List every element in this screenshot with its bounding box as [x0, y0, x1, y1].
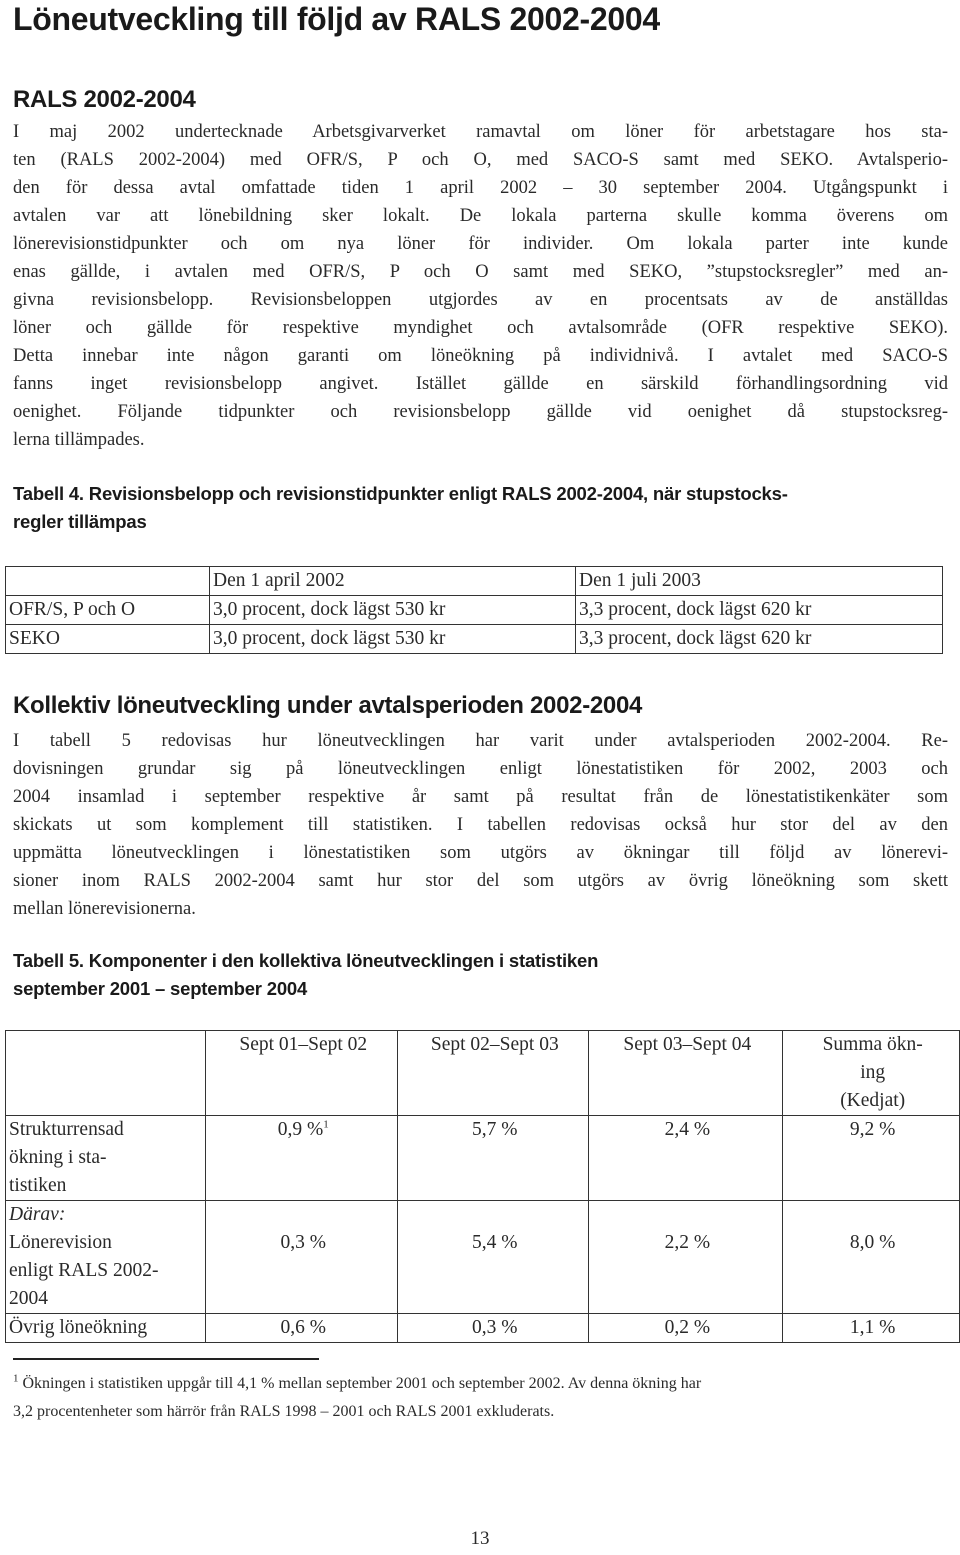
table-header-cell: Den 1 juli 2003 — [576, 567, 943, 596]
footnote-ref: 1 — [323, 1118, 329, 1131]
table-cell: 3,0 procent, dock lägst 530 kr — [210, 596, 576, 625]
table-header-cell — [783, 1031, 960, 1116]
text-line: 2004 insamlad i september respektive år samt på resultat från de lönestatistikenkäter som — [13, 787, 948, 807]
table-cell: SEKO — [6, 625, 210, 654]
cell-value: 0,9 % — [277, 1119, 324, 1140]
table-cell: 5,4 % — [398, 1201, 589, 1314]
text-line: skickats ut som komplement till statistiken. I tabellen redovisas också hur stor del av den — [13, 815, 948, 835]
table-cell: 0,3 % — [398, 1314, 589, 1343]
label-line: Lönerevision — [9, 1232, 112, 1253]
text-line: sioner inom RALS 2002-2004 samt hur stor del som utgörs av övrig löneökning som skett — [13, 871, 948, 891]
table4-caption — [13, 480, 788, 536]
text-line: mellan lönerevisionerna. — [13, 899, 196, 919]
text-line: oenighet. Följande tidpunkter och revisionsbelopp gällde vid oenighet då stupstocksreg- — [13, 402, 948, 422]
text-line: den för dessa avtal omfattade tiden 1 april 2002 – 30 september 2004. Utgångspunkt i — [13, 178, 948, 198]
table-row — [6, 1116, 960, 1201]
label-line: Därav: — [9, 1204, 66, 1225]
table-header-cell: Sept 03–Sept 04 — [589, 1031, 783, 1116]
text-line: uppmätta löneutvecklingen i lönestatistiken som utgörs av ökningar till följd av lönerevi- — [13, 843, 948, 863]
footnote-marker: 1 — [13, 1372, 19, 1385]
text-line: enas gällde, i avtalen med OFR/S, P och O samt med SEKO, ”stupstocksregler” med an- — [13, 262, 948, 282]
paragraph-rals — [13, 118, 948, 454]
table-cell: 0,6 % — [206, 1314, 398, 1343]
table-header-row — [6, 1031, 960, 1116]
table-row — [6, 596, 943, 625]
paragraph-kollektiv — [13, 727, 948, 923]
table-cell: 9,2 % — [783, 1116, 960, 1201]
label-line: ökning i sta- — [9, 1147, 107, 1168]
label-line: Strukturrensad — [9, 1119, 124, 1140]
table-row — [6, 1201, 960, 1314]
text-line: I maj 2002 undertecknade Arbetsgivarverket ramavtal om löner för arbetstagare hos sta- — [13, 122, 948, 142]
text-line: fanns inget revisionsbelopp angivet. Istället gällde en särskild förhandlingsordning vid — [13, 374, 948, 394]
table-header-row — [6, 567, 943, 596]
table-4 — [5, 566, 943, 654]
page-title: Löneutveckling till följd av RALS 2002-2004 — [13, 1, 660, 37]
footnote — [13, 1370, 943, 1426]
table-row — [6, 1314, 960, 1343]
table-cell: 2,4 % — [589, 1116, 783, 1201]
text-line: lerna tillämpades. — [13, 430, 145, 450]
text-line: lönerevisionstidpunkter och om nya löner för individer. Om lokala parter inte kunde — [13, 234, 948, 254]
table-cell: 3,0 procent, dock lägst 530 kr — [210, 625, 576, 654]
table-cell: 2,2 % — [589, 1201, 783, 1314]
table-5 — [5, 1030, 960, 1343]
table-row-label: Övrig löneökning — [6, 1314, 206, 1343]
section-heading-rals: RALS 2002-2004 — [13, 86, 196, 113]
table-cell: 1,1 % — [783, 1314, 960, 1343]
table-cell: 8,0 % — [783, 1201, 960, 1314]
table5-caption — [13, 947, 598, 1003]
table-header-cell: Den 1 april 2002 — [210, 567, 576, 596]
table-row-label — [6, 1116, 206, 1201]
text-line: Detta innebar inte någon garanti om löneökning på individnivå. I avtalet med SACO-S — [13, 346, 948, 366]
header-line: ing — [860, 1062, 886, 1083]
caption-line: Tabell 4. Revisionsbelopp och revisionstidpunkter enligt RALS 2002-2004, när stupstocks- — [13, 483, 788, 504]
footnote-line: 3,2 procentenheter som härrör från RALS 1998 – 2001 och RALS 2001 exkluderats. — [13, 1403, 555, 1420]
caption-line: regler tillämpas — [13, 511, 147, 532]
caption-line: Tabell 5. Komponenter i den kollektiva löneutvecklingen i statistiken — [13, 950, 599, 971]
page-number: 13 — [470, 1528, 490, 1549]
table-cell: 5,7 % — [398, 1116, 589, 1201]
table-row-label — [6, 1201, 206, 1314]
section-heading-kollektiv: Kollektiv löneutveckling under avtalsperioden 2002-2004 — [13, 692, 643, 719]
table-cell: 3,3 procent, dock lägst 620 kr — [576, 596, 943, 625]
table-cell — [6, 567, 210, 596]
table-row — [6, 625, 943, 654]
label-line: tistiken — [9, 1175, 67, 1196]
table-header-cell: Sept 01–Sept 02 — [206, 1031, 398, 1116]
table-cell — [6, 1031, 206, 1116]
text-line: avtalen var att lönebildning sker lokalt. De lokala parterna skulle komma överens om — [13, 206, 948, 226]
footnote-text: Ökningen i statistiken uppgår till 4,1 % mellan september 2001 och september 2002. Av denna ökning har — [22, 1375, 702, 1392]
footnote-line — [13, 1370, 943, 1398]
text-line: I tabell 5 redovisas hur löneutvecklingen har varit under avtalsperioden 2002-2004. Re- — [13, 731, 948, 751]
table-header-cell: Sept 02–Sept 03 — [398, 1031, 589, 1116]
caption-line: september 2001 – september 2004 — [13, 978, 308, 999]
table-cell: OFR/S, P och O — [6, 596, 210, 625]
text-line: givna revisionsbelopp. Revisionsbeloppen utgjordes av en procentsats av de anställdas — [13, 290, 948, 310]
table-cell: 0,2 % — [589, 1314, 783, 1343]
header-line: (Kedjat) — [840, 1090, 906, 1111]
text-line: dovisningen grundar sig på löneutvecklingen enligt lönestatistiken för 2002, 2003 och — [13, 759, 948, 779]
label-line: 2004 — [9, 1288, 48, 1309]
text-line: ten (RALS 2002-2004) med OFR/S, P och O, med SACO-S samt med SEKO. Avtalsperio- — [13, 150, 948, 170]
header-line: Summa ökn- — [822, 1034, 923, 1055]
table-cell: 3,3 procent, dock lägst 620 kr — [576, 625, 943, 654]
table-cell: 0,3 % — [206, 1201, 398, 1314]
text-line: löner och gällde för respektive myndighet och avtalsområde (OFR respektive SEKO). — [13, 318, 948, 338]
footnote-divider — [13, 1358, 319, 1360]
label-line: enligt RALS 2002- — [9, 1260, 159, 1281]
table-cell — [206, 1116, 398, 1201]
